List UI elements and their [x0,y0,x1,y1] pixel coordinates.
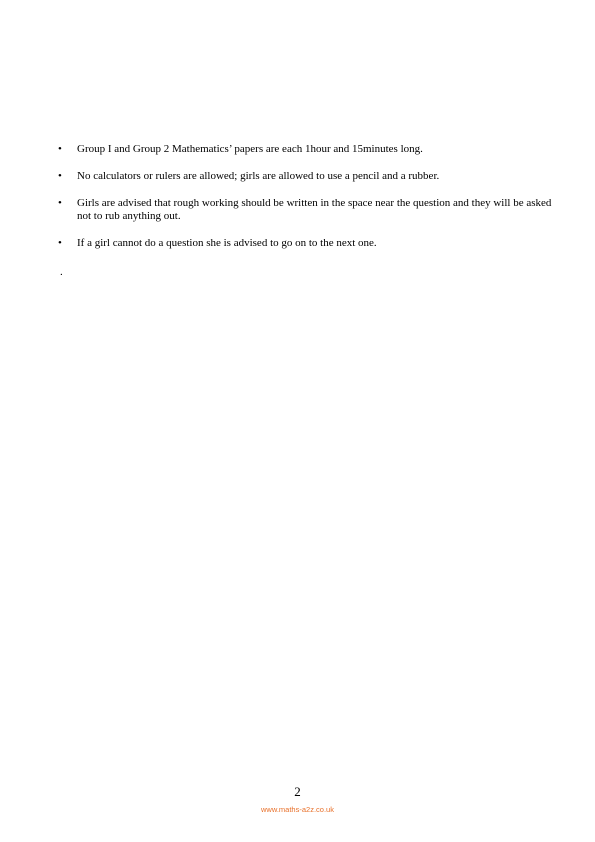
instructions-list [58,143,558,264]
instruction-text: Group I and Group 2 Mathematics’ papers are each 1hour and 15minutes long. [77,143,423,155]
instruction-text: No calculators or rulers are allowed; girls are allowed to use a pencil and a rubber. [77,170,440,182]
instruction-text: If a girl cannot do a question she is advised to go on to the next one. [77,237,377,249]
instruction-item-duration [58,143,558,156]
stray-mark: . [60,266,63,278]
instruction-item-rough-working [58,197,558,223]
instruction-item-skip-question [58,237,558,250]
page-number: 2 [294,784,301,799]
bullet-icon: • [58,237,62,249]
bullet-icon: • [58,170,62,182]
instruction-item-equipment [58,170,558,183]
bullet-icon: • [58,143,62,155]
bullet-icon: • [58,197,62,209]
footer-url-link[interactable]: www.maths-a2z.co.uk [261,805,334,814]
instruction-text: Girls are advised that rough working should be written in the space near the question and they will be asked not to rub anything out. [77,197,552,222]
